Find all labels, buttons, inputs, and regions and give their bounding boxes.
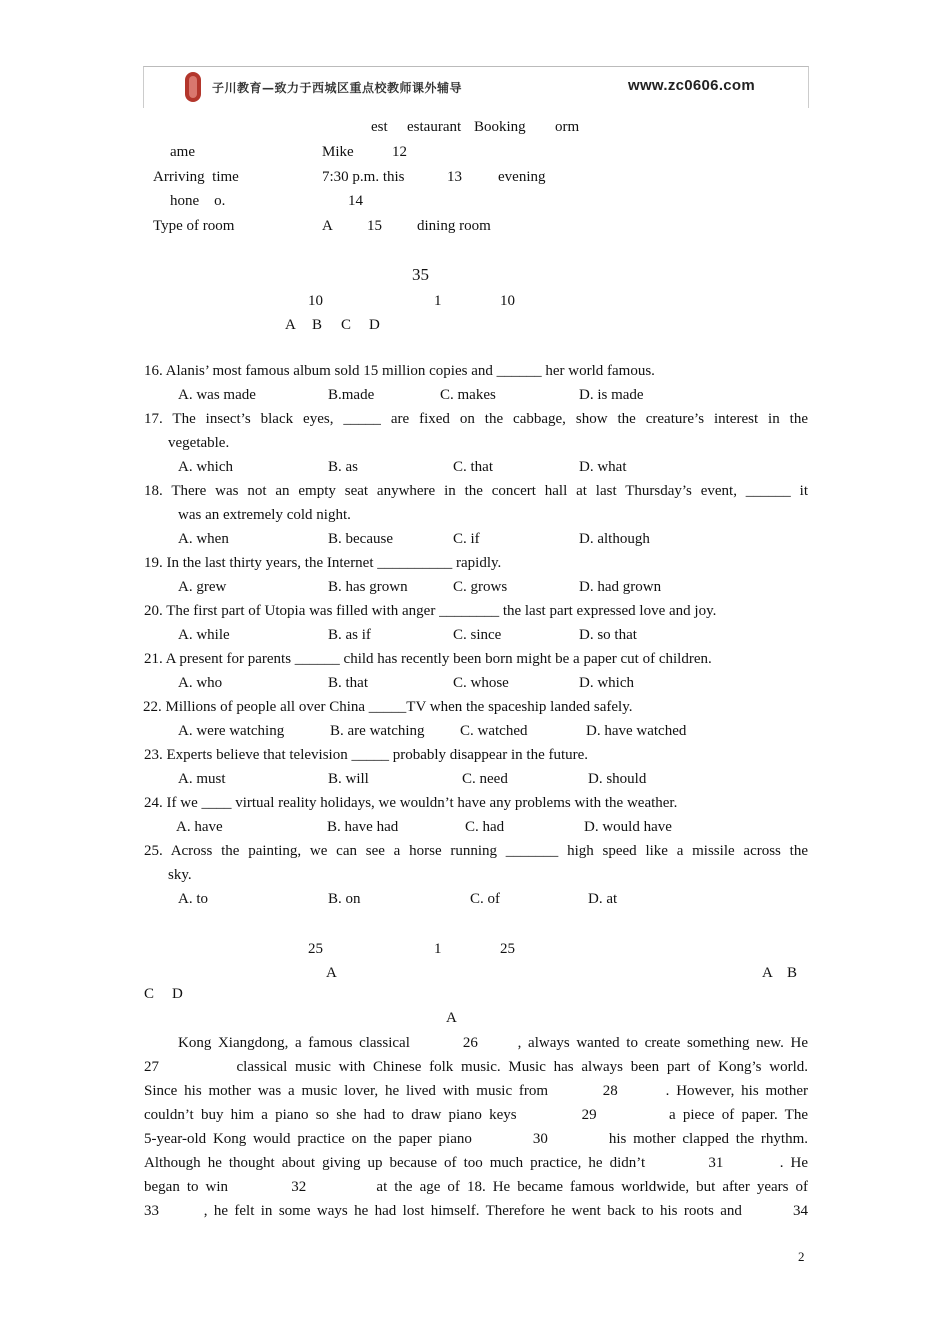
question-option: B. because xyxy=(328,531,393,547)
question-option: A. grew xyxy=(178,579,227,595)
question-option: D. had grown xyxy=(579,579,662,595)
question-option: D. would have xyxy=(584,819,672,835)
section-score-each: 1 xyxy=(434,293,442,309)
question-option: C. whose xyxy=(453,675,509,691)
form-blank-number: 13 xyxy=(447,169,462,185)
question-option: A. have xyxy=(176,819,223,835)
passage-line: began to win 32 at the age of 18. He became famous worldwide, but after years of xyxy=(144,1179,808,1195)
section-total-score: 25 xyxy=(308,941,323,957)
question-option: C. if xyxy=(453,531,480,547)
question-option: C. watched xyxy=(460,723,528,739)
form-label: Type of room xyxy=(153,218,235,234)
question-option: A. which xyxy=(178,459,233,475)
header-slogan: 子川教育—致力于西城区重点校教师课外辅导 xyxy=(212,81,463,95)
question-stem: 17. The insect’s black eyes, _____ are fixed on the cabbage, show the creature’s interest in the xyxy=(144,411,808,427)
question-option: A. were watching xyxy=(178,723,285,739)
question-stem-continued: sky. xyxy=(168,867,192,883)
header-website: www.zc0606.com xyxy=(628,77,756,94)
question-option: A. when xyxy=(178,531,229,547)
question-option: C. need xyxy=(462,771,508,787)
question-stem: 22. Millions of people all over China _____TV when the spaceship landed safely. xyxy=(143,699,633,715)
question-option: B. have had xyxy=(327,819,399,835)
form-value: A xyxy=(322,218,333,234)
form-blank-number: 15 xyxy=(367,218,382,234)
option-letter: A xyxy=(285,317,296,333)
question-option: B.made xyxy=(328,387,375,403)
question-option: D. have watched xyxy=(586,723,687,739)
question-option: A. who xyxy=(178,675,223,691)
question-option: D. what xyxy=(579,459,627,475)
question-option: B. as if xyxy=(328,627,371,643)
question-stem-continued: was an extremely cold night. xyxy=(178,507,351,523)
passage-line: 27 classical music with Chinese folk music. Music has always been part of Kong’s world. xyxy=(144,1059,808,1075)
question-option: B. are watching xyxy=(330,723,425,739)
question-option: C. since xyxy=(453,627,502,643)
section-question-count: 10 xyxy=(308,293,323,309)
question-option: D. which xyxy=(579,675,634,691)
question-stem-continued: vegetable. xyxy=(168,435,230,451)
question-option: D. although xyxy=(579,531,650,547)
question-option: D. at xyxy=(588,891,618,907)
form-blank-number: 14 xyxy=(348,193,363,209)
form-blank-number: 12 xyxy=(392,144,407,160)
question-stem: 21. A present for parents ______ child has recently been born might be a paper cut of children. xyxy=(144,651,712,667)
question-option: C. makes xyxy=(440,387,496,403)
question-stem: 23. Experts believe that television _____ probably disappear in the future. xyxy=(144,747,589,763)
option-letter: B xyxy=(787,965,798,981)
question-stem: 16. Alanis’ most famous album sold 15 million copies and ______ her world famous. xyxy=(144,363,655,379)
question-stem: 20. The first part of Utopia was filled with anger ________ the last part expressed love and joy. xyxy=(144,603,717,619)
question-stem: 19. In the last thirty years, the Internet __________ rapidly. xyxy=(144,555,502,571)
question-option: A. was made xyxy=(178,387,256,403)
section-score-sum: 10 xyxy=(500,293,515,309)
question-stem-block xyxy=(144,407,808,431)
school-logo-icon xyxy=(185,72,201,102)
section-score-sum: 25 xyxy=(500,941,515,957)
section-score-each: 1 xyxy=(434,941,442,957)
question-stem: 18. There was not an empty seat anywhere in the concert hall at last Thursday’s event, ______ it xyxy=(144,483,808,499)
question-option: B. as xyxy=(328,459,358,475)
form-label: Arriving time xyxy=(153,169,239,185)
option-letter: A xyxy=(326,965,337,981)
question-stem-block xyxy=(144,479,808,503)
question-stem: 25. Across the painting, we can see a horse running _______ high speed like a missile across the xyxy=(144,843,808,859)
page-header xyxy=(143,66,809,108)
passage-line: Since his mother was a music lover, he lived with music from 28 . However, his mother xyxy=(144,1083,808,1099)
passage-line: 5-year-old Kong would practice on the paper piano 30 his mother clapped the rhythm. xyxy=(144,1131,808,1147)
question-option: A. while xyxy=(178,627,230,643)
passage-line: 33 , he felt in some ways he had lost himself. Therefore he went back to his roots and 34 xyxy=(144,1203,808,1219)
form-title-part: orm xyxy=(555,119,580,135)
cloze-passage xyxy=(144,1031,808,1223)
question-option: A. to xyxy=(178,891,208,907)
option-letter: C xyxy=(341,317,352,333)
passage-label: A xyxy=(446,1010,457,1026)
question-option: B. will xyxy=(328,771,369,787)
option-letter: D xyxy=(369,317,380,333)
option-letter: A xyxy=(762,965,773,981)
question-option: C. of xyxy=(470,891,500,907)
question-option: C. had xyxy=(465,819,505,835)
option-letter: C xyxy=(144,986,155,1002)
question-option: C. grows xyxy=(453,579,508,595)
passage-line: Kong Xiangdong, a famous classical 26 , always wanted to create something new. He xyxy=(178,1035,808,1051)
option-letter: B xyxy=(312,317,323,333)
question-option: D. should xyxy=(588,771,647,787)
question-option: B. has grown xyxy=(328,579,408,595)
question-option: B. that xyxy=(328,675,368,691)
form-title-part: estaurant xyxy=(407,119,462,135)
form-value: Mike xyxy=(322,144,354,160)
page-number: 2 xyxy=(798,1249,805,1264)
question-stem: 24. If we ____ virtual reality holidays, we wouldn’t have any problems with the weather. xyxy=(144,795,678,811)
question-option: C. that xyxy=(453,459,493,475)
option-letter: D xyxy=(172,986,183,1002)
form-value: 7:30 p.m. this xyxy=(322,169,405,185)
question-option: A. must xyxy=(178,771,226,787)
form-title-part: est xyxy=(371,119,388,135)
form-title-part: Booking xyxy=(474,119,526,135)
form-label: hone o. xyxy=(170,193,226,209)
form-label: ame xyxy=(170,144,195,160)
passage-line: Although he thought about giving up because of too much practice, he didn’t 31 . He xyxy=(144,1155,808,1171)
form-value-after: dining room xyxy=(417,218,491,234)
section-total-score: 35 xyxy=(412,265,429,284)
question-option: B. on xyxy=(328,891,361,907)
passage-line: couldn’t buy him a piano so she had to draw piano keys 29 a piece of paper. The xyxy=(144,1107,808,1123)
form-value-after: evening xyxy=(498,169,546,185)
question-option: D. so that xyxy=(579,627,637,643)
question-option: D. is made xyxy=(579,387,644,403)
question-stem-block xyxy=(144,839,808,863)
